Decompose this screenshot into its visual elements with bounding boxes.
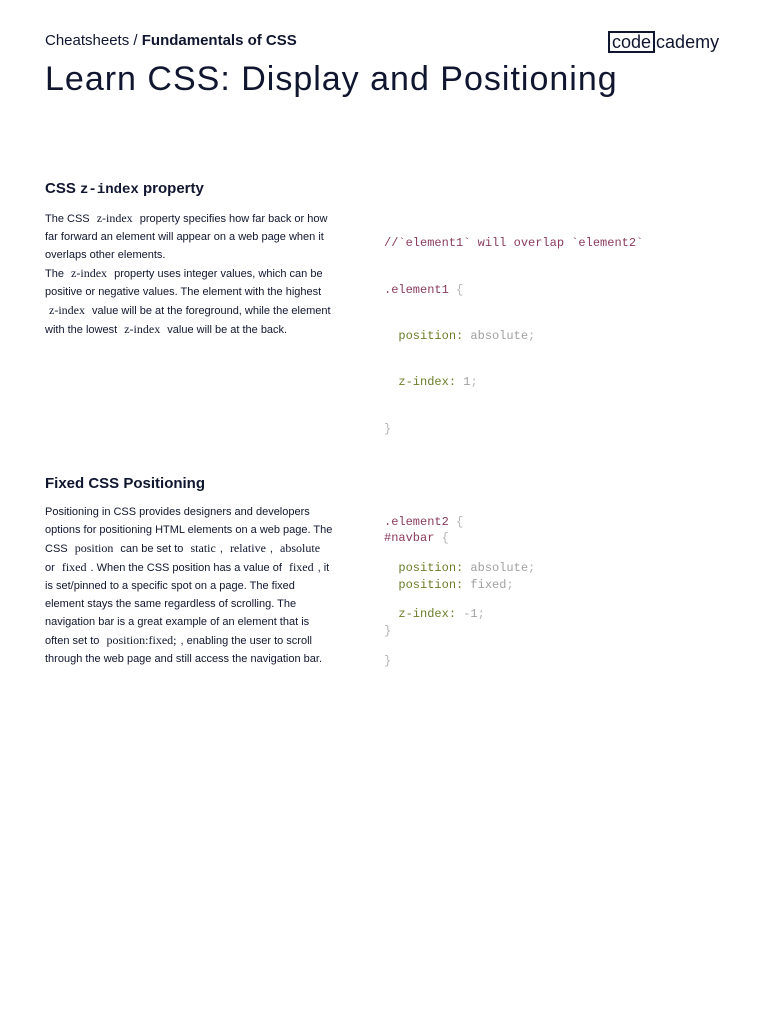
- code-line: [384, 527, 514, 550]
- inline-code: z-index: [124, 322, 161, 336]
- section-description-z-index: [45, 209, 335, 339]
- section-title-z-index: [45, 180, 204, 199]
- inline-code: position:fixed;: [106, 633, 177, 647]
- desc-text: ,: [269, 543, 273, 555]
- code-property: z-index: [398, 607, 449, 622]
- code-line: [384, 620, 514, 643]
- code-line: [384, 574, 514, 597]
- code-value: -1: [463, 607, 478, 622]
- section-title-fixed-positioning: Fixed CSS Positioning: [45, 475, 206, 492]
- desc-text: . When the CSS position has a value of: [90, 562, 282, 574]
- code-property: position: [398, 577, 457, 592]
- code-punct: {: [434, 531, 449, 546]
- code-punct: }: [384, 421, 392, 436]
- section-title-code: z-index: [80, 182, 139, 198]
- inline-code: relative: [229, 541, 266, 555]
- desc-paragraph: [45, 503, 335, 668]
- code-value: absolute: [470, 560, 529, 575]
- desc-text: can be set to: [120, 543, 184, 555]
- desc-text: or: [45, 562, 55, 574]
- code-punct: :: [456, 560, 471, 575]
- code-punct: ;: [506, 577, 514, 592]
- code-punct: :: [448, 607, 464, 622]
- inline-code: position: [74, 541, 114, 555]
- inline-code: z-index: [71, 266, 108, 280]
- inline-code: fixed: [61, 560, 87, 574]
- section-description-fixed-positioning: [45, 503, 335, 668]
- desc-paragraph-2: [45, 264, 335, 339]
- code-property: z-index: [398, 375, 449, 390]
- desc-text: , it is set/pinned to a specific spot on a page. The fixed element stays the same regardless of scrolling. The navigation bar is a great example of an element that is often set to: [45, 562, 330, 647]
- breadcrumb-separator: /: [129, 32, 142, 49]
- section-title-suffix: property: [138, 180, 204, 197]
- breadcrumb-parent-link[interactable]: Cheatsheets: [45, 32, 130, 49]
- desc-text: property specifies how far back or how far forward an element will appear on a web page when it overlaps other elements.: [45, 213, 328, 261]
- page-title: Learn CSS: Display and Positioning: [45, 60, 618, 98]
- code-line: [384, 232, 643, 255]
- code-property: position: [398, 328, 457, 343]
- code-comment: //`element1` will overlap `element2`: [384, 236, 644, 251]
- code-punct: :: [456, 328, 471, 343]
- code-punct: :: [456, 577, 471, 592]
- breadcrumb-current: Fundamentals of CSS: [141, 32, 297, 49]
- code-property: position: [398, 560, 457, 575]
- code-line-blank: [384, 464, 643, 487]
- code-selector: .element1: [384, 282, 449, 297]
- code-punct: }: [384, 623, 392, 638]
- code-value: absolute: [470, 328, 529, 343]
- desc-text: , enabling the user to scroll through the web page and still access the navigation bar.: [45, 635, 323, 665]
- code-line: [384, 418, 643, 441]
- breadcrumb: [45, 32, 297, 50]
- desc-text: The CSS: [45, 213, 90, 225]
- code-selector: .element2: [384, 514, 449, 529]
- code-punct: ;: [528, 560, 536, 575]
- inline-code: z-index: [96, 211, 133, 225]
- desc-text: Positioning in CSS provides designers and developers options for positioning HTML elements on a web page. The CSS: [45, 506, 333, 555]
- code-punct: :: [448, 375, 464, 390]
- logo-boxed-text: code: [608, 31, 655, 53]
- inline-code: fixed: [288, 560, 314, 574]
- code-value: fixed: [470, 577, 507, 592]
- inline-code: absolute: [280, 541, 321, 555]
- inline-code: z-index: [49, 303, 85, 317]
- desc-text: property uses integer values, which can be positive or negative values. The element with the highest: [45, 268, 323, 298]
- codecademy-logo[interactable]: [608, 31, 719, 53]
- desc-text: The: [45, 268, 64, 280]
- code-line: [384, 279, 643, 302]
- code-line: [384, 371, 643, 394]
- inline-code: static: [190, 541, 216, 555]
- code-punct: }: [384, 653, 392, 668]
- code-value: 1: [463, 375, 471, 390]
- code-selector: #navbar: [384, 531, 435, 546]
- code-example-fixed-positioning: [384, 504, 514, 666]
- section-title-prefix: CSS: [45, 180, 81, 197]
- desc-text: ,: [219, 543, 223, 555]
- code-punct: ;: [477, 607, 485, 622]
- code-punct: {: [448, 514, 464, 529]
- code-line: [384, 325, 643, 348]
- code-punct: ;: [470, 375, 478, 390]
- desc-text: value will be at the foreground, while the element with the lowest: [45, 305, 331, 336]
- desc-text: value will be at the back.: [167, 324, 288, 336]
- desc-paragraph-1: [45, 209, 335, 264]
- logo-rest-text: cademy: [656, 32, 720, 52]
- code-punct: ;: [528, 328, 536, 343]
- code-punct: {: [448, 282, 464, 297]
